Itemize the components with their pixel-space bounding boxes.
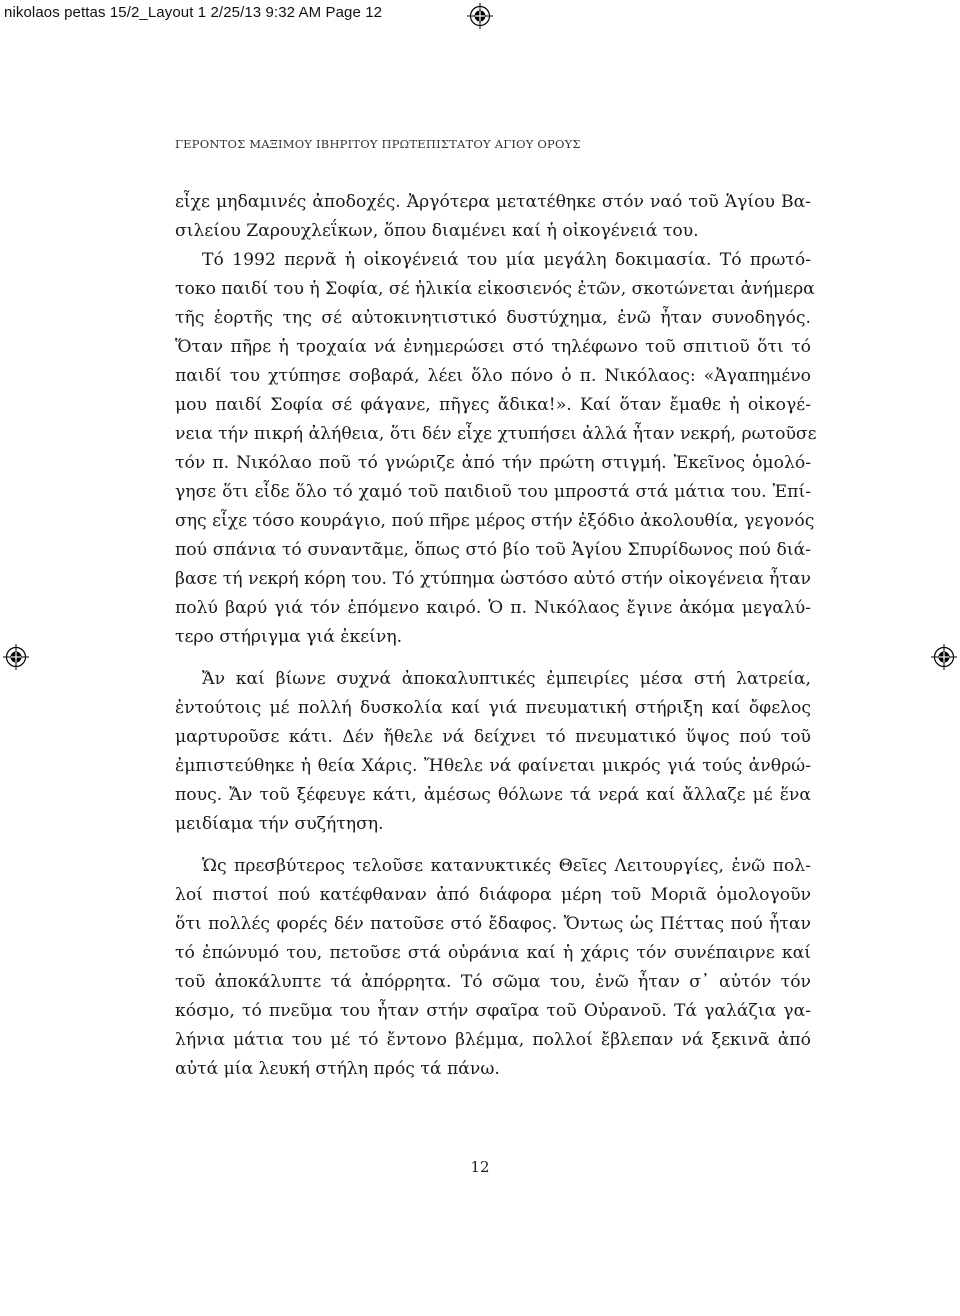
text-line: νεια τήν πικρή ἀλήθεια, ὅτι δέν εἶχε χτυπήσει ἀλλά ἦταν νεκρή, ρωτοῦσε xyxy=(175,424,817,444)
text-line: ὅτι πολλές φορές δέν πατοῦσε στό ἔδαφος. Ὄντως ὡς Πέττας πού ἦταν xyxy=(175,914,811,934)
text-line: πολύ βαρύ γιά τόν ἑπόμενο καιρό. Ὁ π. Νικόλαος ἔγινε ἀκόμα μεγαλύ- xyxy=(175,598,811,618)
text-line: τοῦ ἀποκάλυπτε τά ἀπόρρητα. Τό σῶμα του, ἐνῶ ἦταν σ᾽ αὐτόν τόν xyxy=(175,972,811,992)
text-line: λοί πιστοί πού κατέφθαναν ἀπό διάφορα μέρη τοῦ Μοριᾶ ὁμολογοῦν xyxy=(175,885,811,905)
print-slug-line: nikolaos pettas 15/2_Layout 1 2/25/13 9:32 AM Page 12 xyxy=(4,4,383,21)
text-line: εἶχε μηδαμινές ἀποδοχές. Ἀργότερα μετατέθηκε στόν ναό τοῦ Ἁγίου Βα- xyxy=(175,192,811,212)
text-line: κόσμο, τό πνεῦμα του ἦταν στήν σφαῖρα τοῦ Οὐρανοῦ. Τά γαλάζια γα- xyxy=(175,1001,811,1021)
text-line: παιδί του χτύπησε σοβαρά, λέει ὅλο πόνο ὁ π. Νικόλαος: «Ἀγαπημένο xyxy=(175,366,811,386)
page-number: 12 xyxy=(470,1158,490,1176)
text-line: μειδίαμα τήν συζήτηση. xyxy=(175,814,384,834)
registration-mark-right-icon xyxy=(931,644,957,670)
text-line: τοκο παιδί του ἡ Σοφία, σέ ἡλικία εἰκοσιενός ἐτῶν, σκοτώνεται ἀνήμερα xyxy=(175,279,815,299)
text-line: πού σπάνια τό συναντᾶμε, ὅπως στό βίο τοῦ Ἁγίου Σπυρίδωνος πού διά- xyxy=(175,540,811,560)
text-line: σιλείου Ζαρουχλεΐκων, ὅπου διαμένει καί ἡ οἰκογένειά του. xyxy=(175,221,699,241)
running-head: ΓΕΡΟΝΤΟΣ ΜΑΞΙΜΟΥ ΙΒΗΡΙΤΟΥ ΠΡΩΤΕΠΙΣΤΑΤΟΥ ΑΓΙΟΥ ΟΡΟΥΣ xyxy=(175,137,581,151)
text-line: βασε τή νεκρή κόρη του. Τό χτύπημα ὡστόσο αὐτό στήν οἰκογένεια ἦταν xyxy=(175,569,811,589)
text-line: ἐμπιστεύθηκε ἡ θεία Χάρις. Ἤθελε νά φαίνεται μικρός γιά τούς ἀνθρώ- xyxy=(175,756,811,776)
text-line: τόν π. Νικόλαο ποῦ τό γνώριζε ἀπό τήν πρώτη στιγμή. Ἐκεῖνος ὁμολό- xyxy=(175,453,811,473)
text-line: τερο στήριγμα γιά ἐκείνη. xyxy=(175,627,403,647)
text-line: τῆς ἑορτῆς της σέ αὐτοκινητιστικό δυστύχημα, ἐνῶ ἦταν συνοδηγός. xyxy=(175,308,811,328)
text-line: γησε ὅτι εἶδε ὅλο τό χαμό τοῦ παιδιοῦ του μπροστά στά μάτια του. Ἐπί- xyxy=(175,482,811,502)
registration-mark-top-icon xyxy=(467,3,493,29)
text-line: μου παιδί Σοφία σέ φάγανε, πῆγες ἄδικα!». Καί ὅταν ἔμαθε ἡ οἰκογέ- xyxy=(175,395,811,415)
text-line: μαρτυροῦσε κάτι. Δέν ἤθελε νά δείχνει τό πνευματικό ὕψος πού τοῦ xyxy=(175,727,811,747)
text-line: πους. Ἄν τοῦ ξέφευγε κάτι, ἀμέσως θόλωνε τά νερά καί ἄλλαζε μέ ἕνα xyxy=(175,785,811,805)
text-line: τό ἐπώνυμό του, πετοῦσε στά οὐράνια καί ἡ χάρις τόν συνέπαιρνε καί xyxy=(175,943,811,963)
text-line: Ὡς πρεσβύτερος τελοῦσε κατανυκτικές Θεῖες Λειτουργίες, ἐνῶ πολ- xyxy=(202,856,811,876)
text-line: ἐντούτοις μέ πολλή δυσκολία καί γιά πνευματική στήριξη καί ὄφελος xyxy=(175,698,811,718)
text-line: Ἄν καί βίωνε συχνά ἀποκαλυπτικές ἐμπειρίες μέσα στή λατρεία, xyxy=(202,669,811,689)
text-line: Ὅταν πῆρε ἡ τροχαία νά ἐνημερώσει στό τηλέφωνο τοῦ σπιτιοῦ ὅτι τό xyxy=(175,337,811,357)
text-line: αὐτά μία λευκή στήλη πρός τά πάνω. xyxy=(175,1059,500,1079)
body-text xyxy=(175,188,817,1084)
text-line: Τό 1992 περνᾶ ἡ οἰκογένειά του μία μεγάλη δοκιμασία. Τό πρωτό- xyxy=(202,250,811,270)
text-line: σης εἶχε τόσο κουράγιο, πού πῆρε μέρος στήν ἐξόδιο ἀκολουθία, γεγονός xyxy=(175,511,815,531)
registration-mark-left-icon xyxy=(3,644,29,670)
text-line: λήνια μάτια του μέ τό ἔντονο βλέμμα, πολλοί ἔβλεπαν νά ξεκινᾶ ἀπό xyxy=(175,1030,811,1050)
